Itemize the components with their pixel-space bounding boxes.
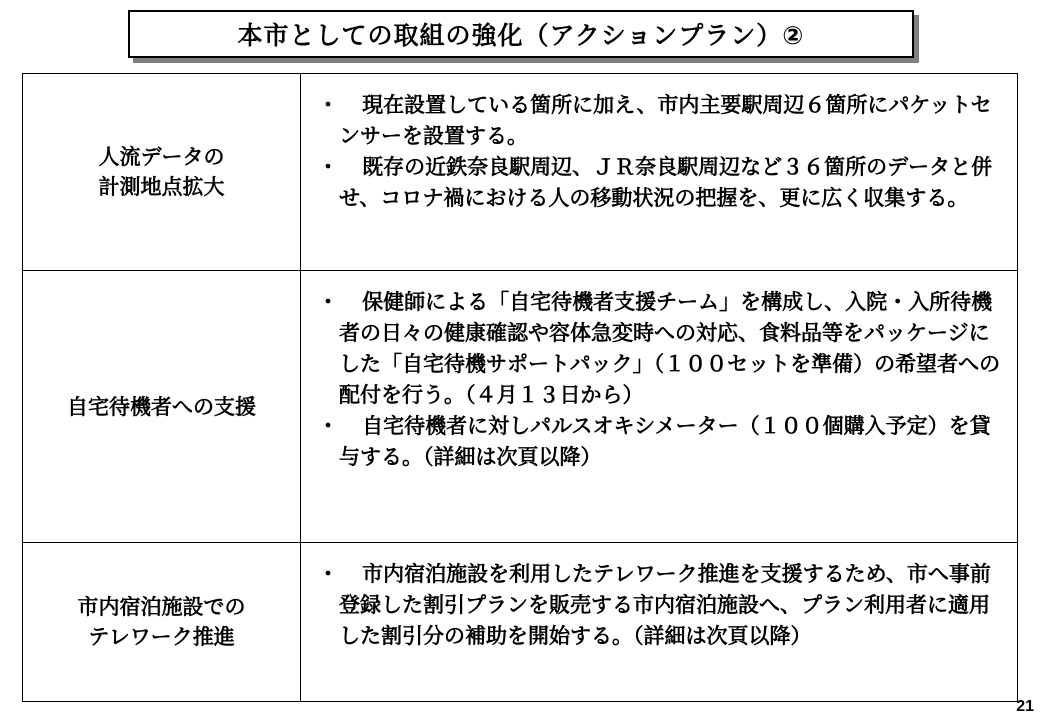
slide-title: 本市としての取組の強化（アクションプラン）② [237,21,805,50]
bullet-text: 既存の近鉄奈良駅周辺、ＪＲ奈良駅周辺など３６箇所のデータと併せ、コロナ禍における人の移動状況の把握を、更に広く収集する。 [339,155,993,210]
list-item [315,152,1005,214]
bullet-mark: ・ [317,290,339,314]
bullet-text: 現在設置している箇所に加え、市内主要駅周辺６箇所にパケットセンサーを設置する。 [339,93,992,148]
list-item [315,287,1005,411]
bullet-mark: ・ [317,155,339,179]
list-item [315,90,1005,152]
bullet-text: 保健師による「自宅待機者支援チーム」を構成し、入院・入所待機者の日々の健康確認や容体急変時への対応、食料品等をパッケージにした「自宅待機サポートパック」（１００セットを準備）の希望者への配付を行う。（４月１３日から） [339,290,1001,407]
bullet-mark: ・ [317,414,339,438]
list-item [315,411,1005,473]
row-label: 市内宿泊施設での テレワーク推進 [77,595,246,649]
table-row [23,271,1017,543]
row-content-cell [301,271,1017,542]
row-label-cell [23,74,301,270]
bullet-mark: ・ [317,93,339,117]
row-label-cell [23,543,301,701]
list-item [315,559,1005,652]
row-content-cell [301,543,1017,701]
table-row [23,543,1017,701]
bullet-mark: ・ [317,562,339,586]
page-number: 21 [1016,698,1034,715]
action-plan-table [22,73,1018,702]
bullet-text: 市内宿泊施設を利用したテレワーク推進を支援するため、市へ事前登録した割引プランを販売する市内宿泊施設へ、プラン利用者に適用した割引分の補助を開始する。（詳細は次頁以降） [339,562,991,648]
row-label: 自宅待機者への支援 [67,394,256,419]
slide-title-box [128,10,914,58]
row-content-cell [301,74,1017,270]
row-label: 人流データの 計測地点拡大 [98,145,225,199]
table-row [23,74,1017,271]
bullet-text: 自宅待機者に対しパルスオキシメーター（１００個購入予定）を貸与する。（詳細は次頁以降） [339,414,991,469]
row-label-cell [23,271,301,542]
